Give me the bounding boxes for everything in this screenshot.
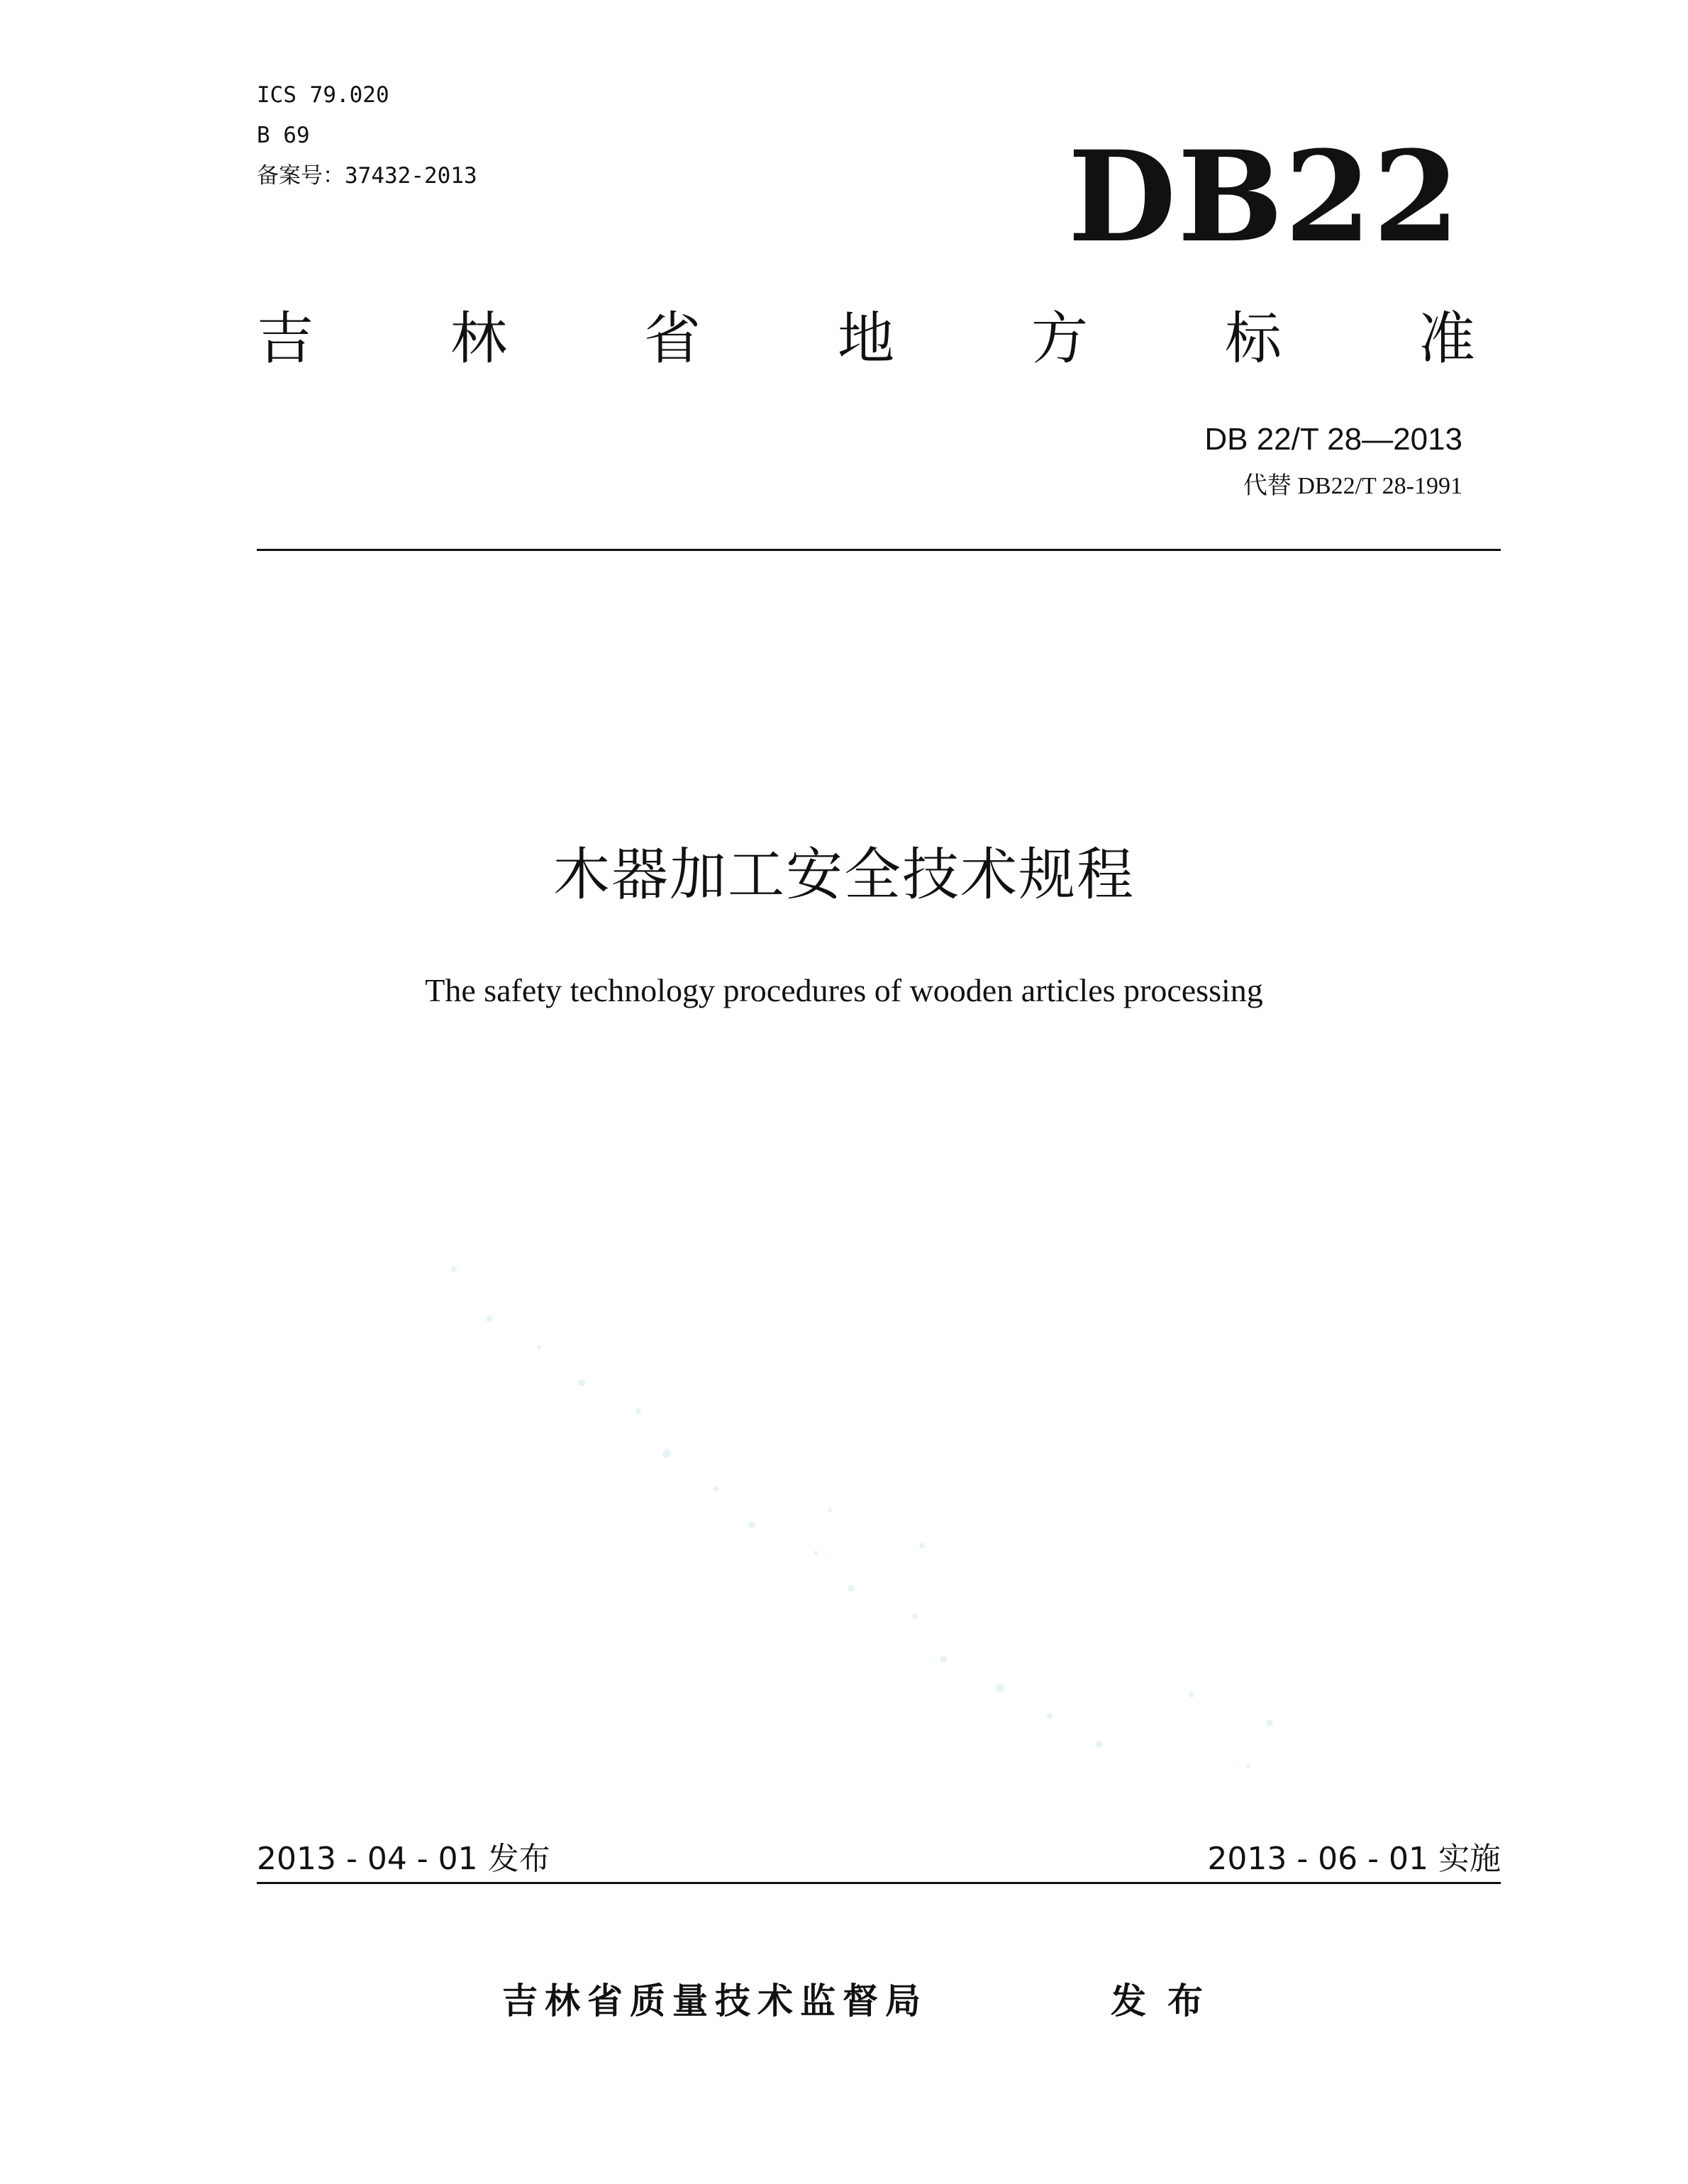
classification-code: B 69 (257, 123, 310, 148)
implementation-date: 2013 - 06 - 01 实施 (1207, 1841, 1501, 1877)
publish-label: 发布 (1111, 1980, 1224, 2022)
standard-number: DB 22/T 28—2013 (1204, 422, 1462, 457)
standard-type-char: 吉 (257, 306, 313, 372)
standard-type-char: 地 (838, 306, 894, 372)
issue-date: 2013 - 04 - 01 发布 (257, 1841, 550, 1877)
record-number: 备案号：37432-2013 (257, 163, 477, 189)
ics-code: ICS 79.020 (257, 82, 389, 108)
publisher-name: 吉林省质量技术监督局 (502, 1980, 928, 2022)
title-chinese: 木器加工安全技术规程 (553, 842, 1135, 908)
standard-type-char: 林 (450, 306, 507, 372)
standard-type-char: 方 (1031, 306, 1088, 372)
standard-type-char: 省 (644, 306, 701, 372)
db22-logo: DB22 (1067, 123, 1461, 270)
standard-type-heading (257, 305, 1475, 373)
bottom-divider (257, 1882, 1501, 1884)
title-english: The safety technology procedures of wooden articles processing (425, 972, 1263, 1008)
standard-type-char: 准 (1418, 306, 1475, 372)
top-divider (257, 549, 1501, 551)
replaces-standard: 代替 DB22/T 28-1991 (1243, 473, 1462, 499)
standard-type-char: 标 (1225, 306, 1282, 372)
